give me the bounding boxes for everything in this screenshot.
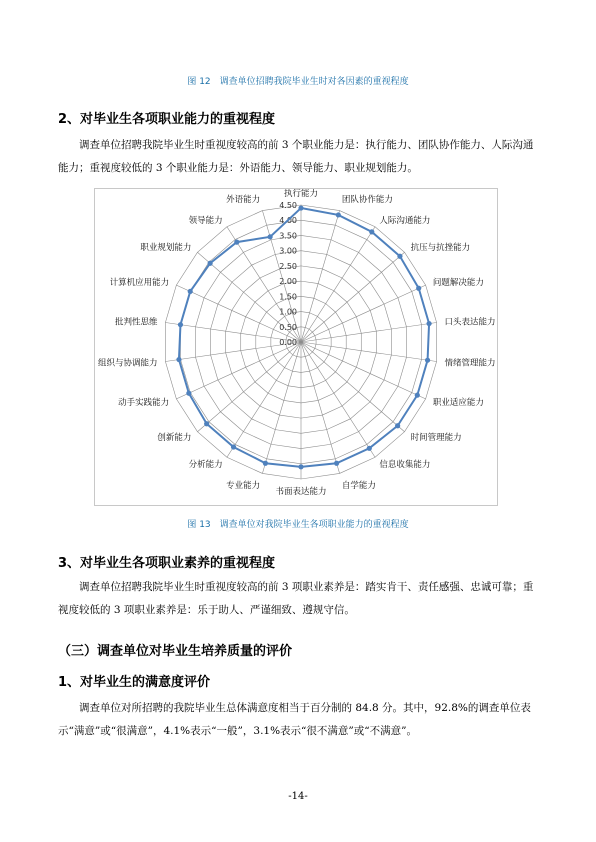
category-label: 专业能力 — [226, 481, 261, 492]
radial-tick-label: 3.50 — [279, 231, 297, 241]
data-point — [369, 229, 374, 234]
section-2-heading: 2、对毕业生各项职业能力的重视程度 — [58, 112, 276, 127]
data-point — [415, 393, 420, 398]
data-point — [204, 421, 209, 426]
category-label: 职业规划能力 — [140, 243, 192, 254]
radial-tick-label: 4.50 — [279, 201, 297, 210]
data-point — [298, 464, 303, 469]
data-point — [416, 286, 421, 291]
data-point — [176, 357, 181, 362]
figure-13-caption: 图 13 调查单位对我院毕业生各项职业能力的重视程度 — [187, 520, 409, 530]
category-label: 团队协作能力 — [341, 194, 393, 205]
data-point — [178, 322, 183, 327]
radar-chart-frame — [94, 188, 498, 506]
figure-12-caption: 图 12 调查单位招聘我院毕业生时对各因素的重视程度 — [187, 77, 409, 87]
grid-spoke — [301, 342, 437, 361]
data-point — [425, 358, 430, 363]
category-label: 分析能力 — [188, 459, 223, 470]
radar-chart — [95, 189, 497, 505]
data-point — [234, 240, 239, 245]
category-label: 职业适应能力 — [432, 398, 484, 409]
grid-spoke — [262, 342, 301, 473]
grid-spoke — [301, 211, 340, 342]
grid-spoke — [227, 342, 301, 457]
category-label: 人际沟通能力 — [379, 216, 431, 227]
section-3-heading: 3、对毕业生各项职业素养的重视程度 — [58, 556, 276, 571]
category-label: 创新能力 — [157, 432, 192, 443]
section-3-paragraph: 调查单位招聘我院毕业生时重视度较高的前 3 项职业素养是：踏实肯干、责任感强、忠诚可靠；重视度较低的 3 项职业素养是：乐于助人、严谨细致、遵规守信。 — [58, 581, 534, 616]
data-point — [397, 254, 402, 259]
section-2-paragraph: 调查单位招聘我院毕业生时重视度较高的前 3 个职业能力是：执行能力、团队协作能力、人际沟通能力；重视度较低的 3 个职业能力是：外语能力、领导能力、职业规划能力。 — [58, 139, 534, 174]
category-label: 组织与协调能力 — [97, 358, 158, 369]
radial-tick-label: 3.00 — [279, 246, 297, 256]
data-point — [395, 423, 400, 428]
grid-spoke — [301, 342, 426, 399]
radial-tick-label: 2.00 — [279, 277, 297, 287]
data-point — [334, 461, 339, 466]
grid-spoke — [301, 342, 375, 457]
category-label: 书面表达能力 — [275, 487, 327, 497]
radial-tick-label: 0.00 — [279, 338, 297, 347]
section-iii-heading: （三）调查单位对毕业生培养质量的评价 — [58, 644, 293, 659]
category-label: 执行能力 — [283, 189, 319, 199]
category-label: 信息收集能力 — [379, 459, 431, 470]
grid-spoke — [301, 252, 405, 342]
page-number: -14- — [288, 791, 308, 802]
radial-tick-label: 4.00 — [279, 216, 297, 226]
grid-spoke — [301, 342, 405, 432]
grid-spoke — [301, 323, 437, 342]
data-point — [367, 446, 372, 451]
data-point — [268, 234, 273, 239]
category-label: 自学能力 — [341, 481, 376, 492]
category-label: 问题解决能力 — [432, 277, 484, 288]
radial-tick-label: 1.00 — [279, 307, 297, 317]
radial-tick-label: 0.50 — [279, 322, 297, 332]
data-point — [298, 205, 303, 210]
category-label: 时间管理能力 — [410, 432, 462, 443]
data-point — [208, 261, 213, 266]
grid-spoke — [301, 285, 426, 342]
grid-spoke — [301, 342, 340, 473]
grid-spoke — [301, 227, 375, 342]
category-label: 领导能力 — [188, 216, 223, 227]
category-label: 口头表达能力 — [444, 317, 496, 328]
data-point — [231, 444, 236, 449]
data-point — [426, 321, 431, 326]
section-1-paragraph: 调查单位对所招聘的我院毕业生总体满意度相当于百分制的 84.8 分。其中，92.8%的调查单位表示“满意”或“很满意”，4.1%表示“一般”，3.1%表示“很不满意”或“不满意”。 — [58, 702, 531, 737]
category-label: 动手实践能力 — [118, 398, 170, 409]
category-label: 外语能力 — [226, 194, 261, 205]
section-1-heading: 1、对毕业生的满意度评价 — [58, 675, 211, 690]
category-label: 情绪管理能力 — [444, 358, 496, 369]
data-point — [188, 289, 193, 294]
radial-tick-label: 2.50 — [279, 261, 297, 271]
data-point — [336, 212, 341, 217]
category-label: 计算机应用能力 — [109, 277, 170, 288]
data-point — [263, 461, 268, 466]
radial-tick-label: 1.50 — [279, 292, 297, 302]
category-label: 抗压与抗挫能力 — [410, 243, 471, 254]
grid-spoke — [197, 342, 301, 432]
data-point — [186, 391, 191, 396]
grid-spoke — [176, 342, 301, 399]
category-label: 批判性思维 — [114, 317, 158, 328]
